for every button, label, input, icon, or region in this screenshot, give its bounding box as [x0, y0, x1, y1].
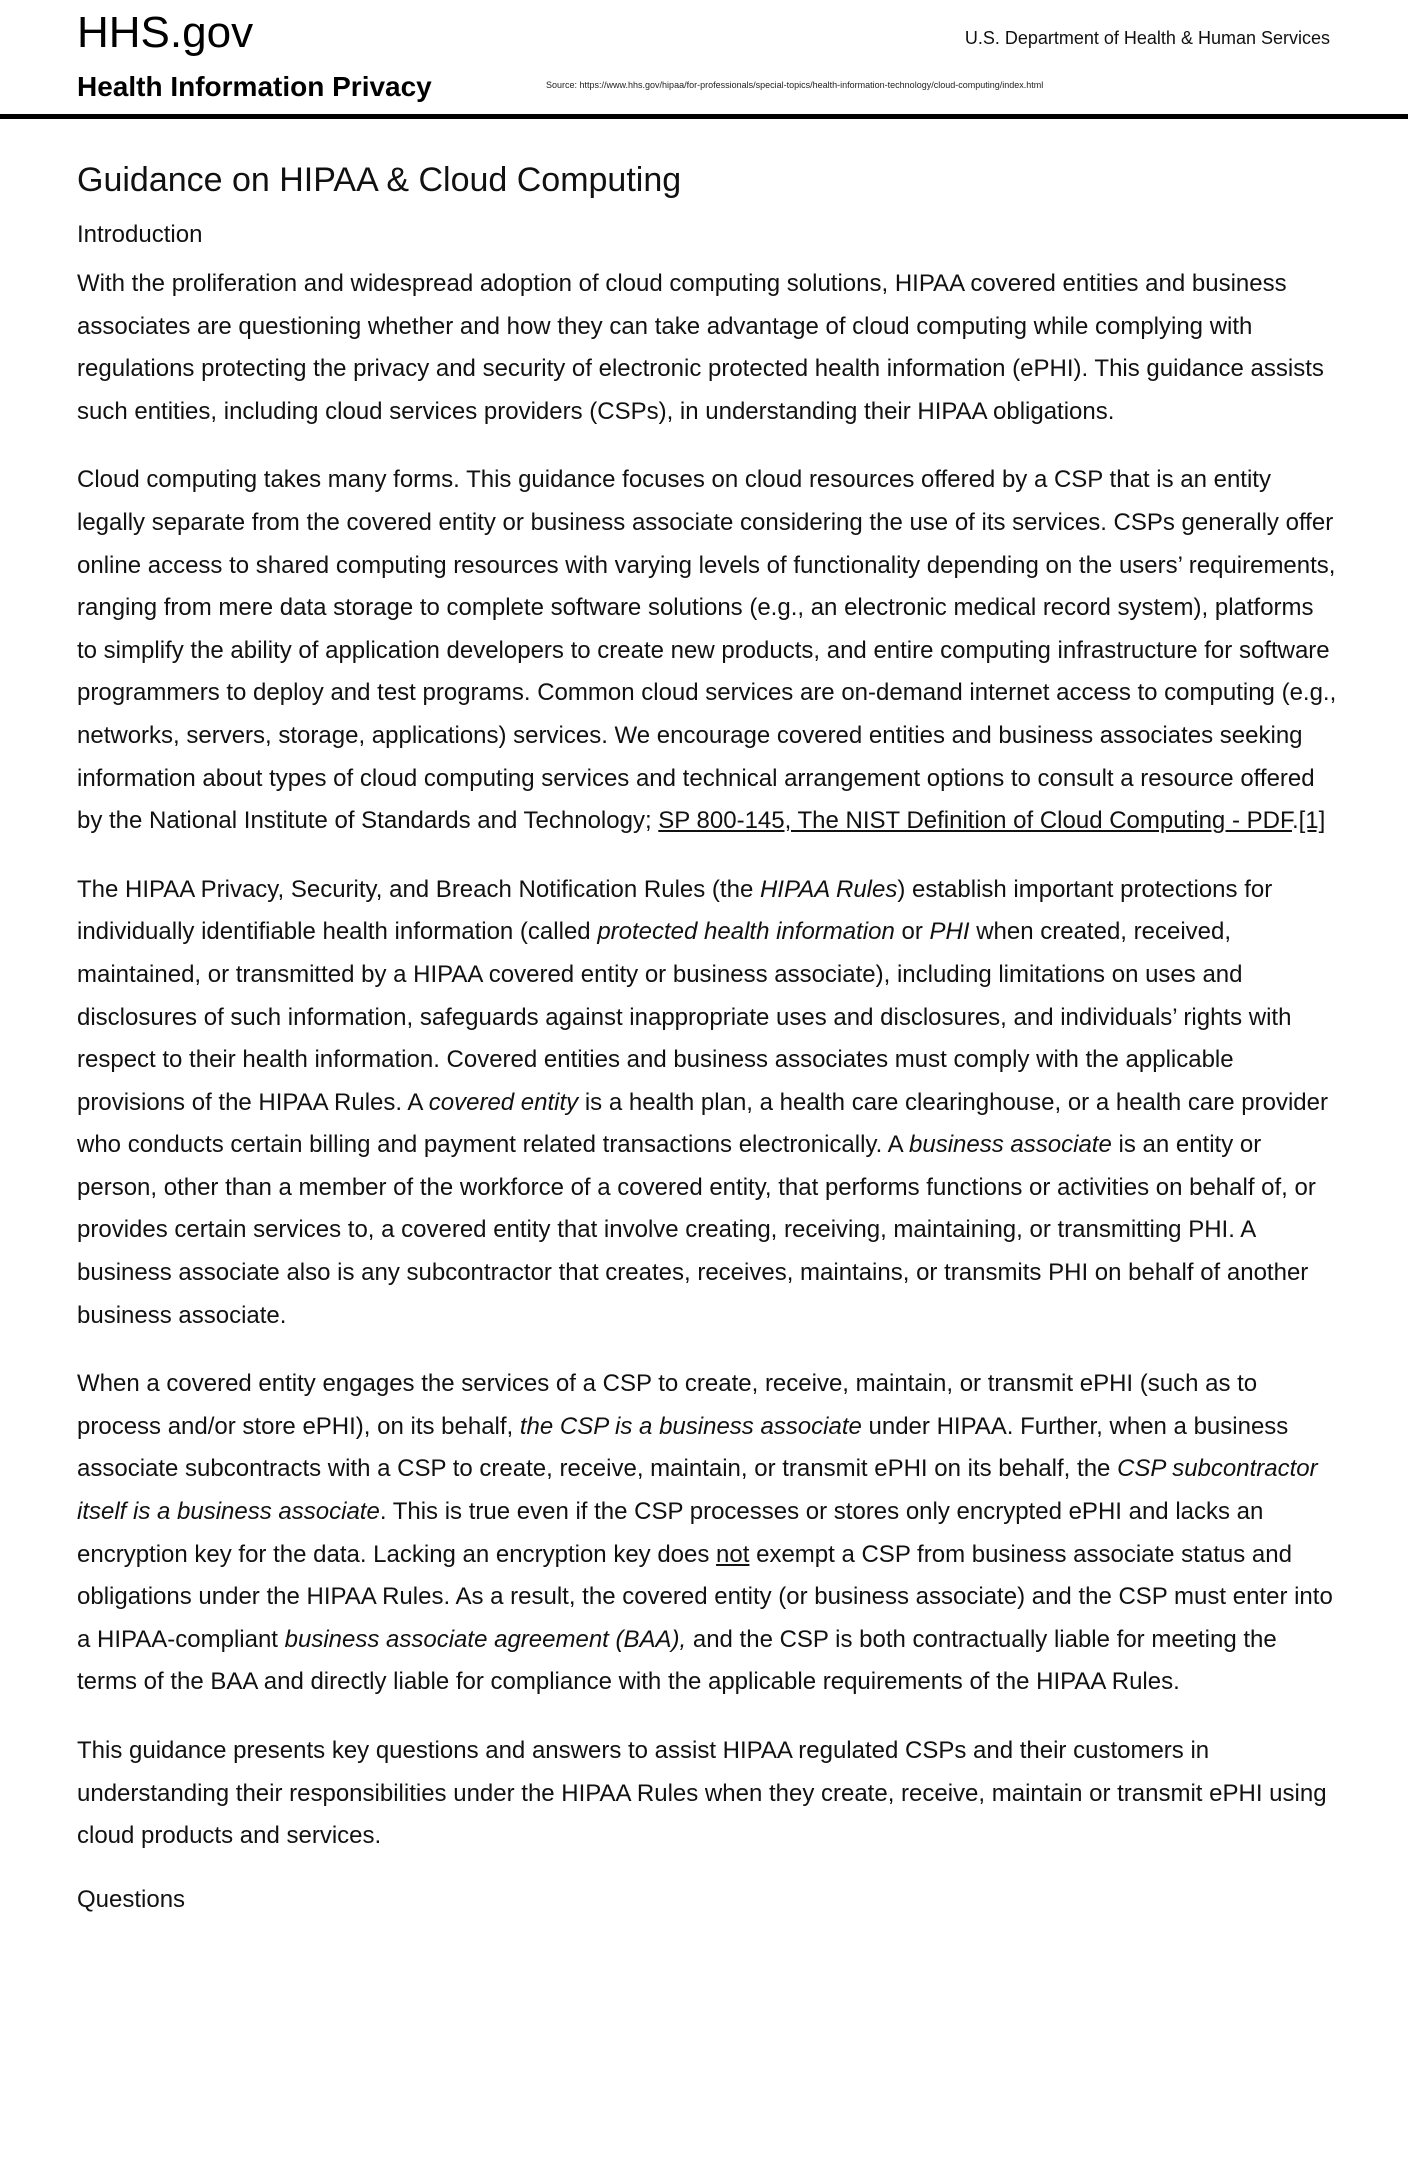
paragraph-text: exempt a CSP from business associate status and obligations under the HIPAA Rules. As a result, the covered entity (or business associate) and the CSP must enter into a HIPAA-compliant: [77, 1540, 1333, 1653]
paragraph-text: is an entity or person, other than a member of the workforce of a covered entity, that performs functions or activities on behalf of, or provides certain services to, a covered entity that involve creating, receiving, maintaining, or transmitting PHI. A business associate also is any subcontractor that creates, receives, maintains, or transmits PHI on behalf of another business associate.: [77, 1131, 1316, 1329]
paragraph-text: When a covered entity engages the services of a CSP to create, receive, maintain, or transmit ePHI (such as to process and/or store ePHI), on its behalf,: [77, 1370, 1258, 1440]
questions-heading: Questions: [77, 1885, 186, 1913]
paragraph-cloud-forms: [77, 459, 1337, 842]
site-title[interactable]: HHS.gov: [77, 8, 254, 57]
emphasis-business-associate: business associate: [909, 1131, 1112, 1159]
paragraph-text: ) establish important protections for individually identifiable health information (called: [77, 875, 1273, 946]
emphasis-hipaa-rules: HIPAA Rules: [759, 875, 898, 903]
source-url: Source: https://www.hhs.gov/hipaa/for-professionals/special-topics/health-information-technology/cloud-computing/index.html: [546, 80, 1044, 90]
paragraph-csp-business-associate: [77, 1363, 1337, 1704]
paragraph-text: or: [894, 918, 930, 946]
emphasis-baa: business associate agreement (BAA),: [284, 1625, 687, 1653]
emphasis-protected-health-information: protected health information: [597, 918, 895, 946]
department-name: U.S. Department of Health & Human Services: [964, 28, 1330, 48]
paragraph-guidance-summary: This guidance presents key questions and answers to assist HIPAA regulated CSPs and their customers in understanding their responsibilities under the HIPAA Rules when they create, receive, maintain or transmit ePHI using cloud products and services.: [77, 1737, 1327, 1850]
emphasis-csp-is-business-associate: the CSP is a business associate: [519, 1412, 862, 1440]
paragraph-hipaa-rules: [77, 869, 1337, 1338]
paragraph-intro: With the proliferation and widespread adoption of cloud computing solutions, HIPAA covered entities and business associates are questioning whether and how they can take advantage of cloud computing while complying with regulations protecting the privacy and security of electronic protected health information (ePHI). This guidance assists such entities, including cloud services providers (CSPs), in understanding their HIPAA obligations.: [77, 270, 1324, 425]
paragraph-text: .: [1291, 807, 1299, 835]
header-divider: [0, 114, 1408, 119]
page-title: Guidance on HIPAA & Cloud Computing: [77, 161, 682, 199]
paragraph-text: when created, received, maintained, or transmitted by a HIPAA covered entity or business associate), including limitations on uses and disclosures of such information, safeguards against inappropriate uses and disclosures, and individuals’ rights with respect to their health information. Covered entities and business associates must comply with the applicable provisions of the HIPAA Rules. A: [77, 918, 1292, 1116]
underline-not: not: [716, 1540, 750, 1568]
emphasis-phi: PHI: [929, 918, 970, 946]
paragraph-text: is a health plan, a health care clearinghouse, or a health care provider who conducts certain billing and payment related transactions electronically. A: [77, 1088, 1328, 1159]
paragraph-text: Cloud computing takes many forms. This guidance focuses on cloud resources offered by a CSP that is an entity legally separate from the covered entity or business associate considering the use of its services. CSPs generally offer online access to shared computing resources with varying levels of functionality depending on the users’ requirements, ranging from mere data storage to complete software solutions (e.g., an electronic medical record system), platforms to simplify the ability of application developers to create new products, and entire computing infrastructure for software programmers to deploy and test programs. Common cloud services are on-demand internet access to computing (e.g., networks, servers, storage, applications) services. We encourage covered entities and business associates seeking information about types of cloud computing services and technical arrangement options to consult a resource offered by the National Institute of Standards and Technology;: [77, 466, 1337, 835]
main-content: [77, 155, 1337, 1916]
introduction-heading: Introduction: [77, 221, 203, 248]
section-title[interactable]: Health Information Privacy: [77, 71, 432, 102]
nist-sp-800-145-link[interactable]: SP 800-145, The NIST Definition of Cloud Computing - PDF: [658, 807, 1292, 835]
site-header: [0, 0, 1408, 120]
paragraph-text: The HIPAA Privacy, Security, and Breach Notification Rules (the: [77, 875, 760, 903]
paragraph-text: and the CSP is both contractually liable for meeting the terms of the BAA and directly liable for compliance with the applicable requirements of the HIPAA Rules.: [77, 1625, 1277, 1696]
emphasis-covered-entity: covered entity: [428, 1088, 579, 1116]
paragraph-text: . This is true even if the CSP processes or stores only encrypted ePHI and lacks an encryption key for the data. Lacking an encryption key does: [77, 1498, 1264, 1568]
paragraph-text: under HIPAA. Further, when a business associate subcontracts with a CSP to create, receive, maintain, or transmit ePHI on its behalf, the: [77, 1412, 1289, 1483]
footnote-1-link[interactable]: [1]: [1298, 807, 1326, 835]
emphasis-csp-subcontractor: CSP subcontractor itself is a business associate: [77, 1455, 1318, 1526]
